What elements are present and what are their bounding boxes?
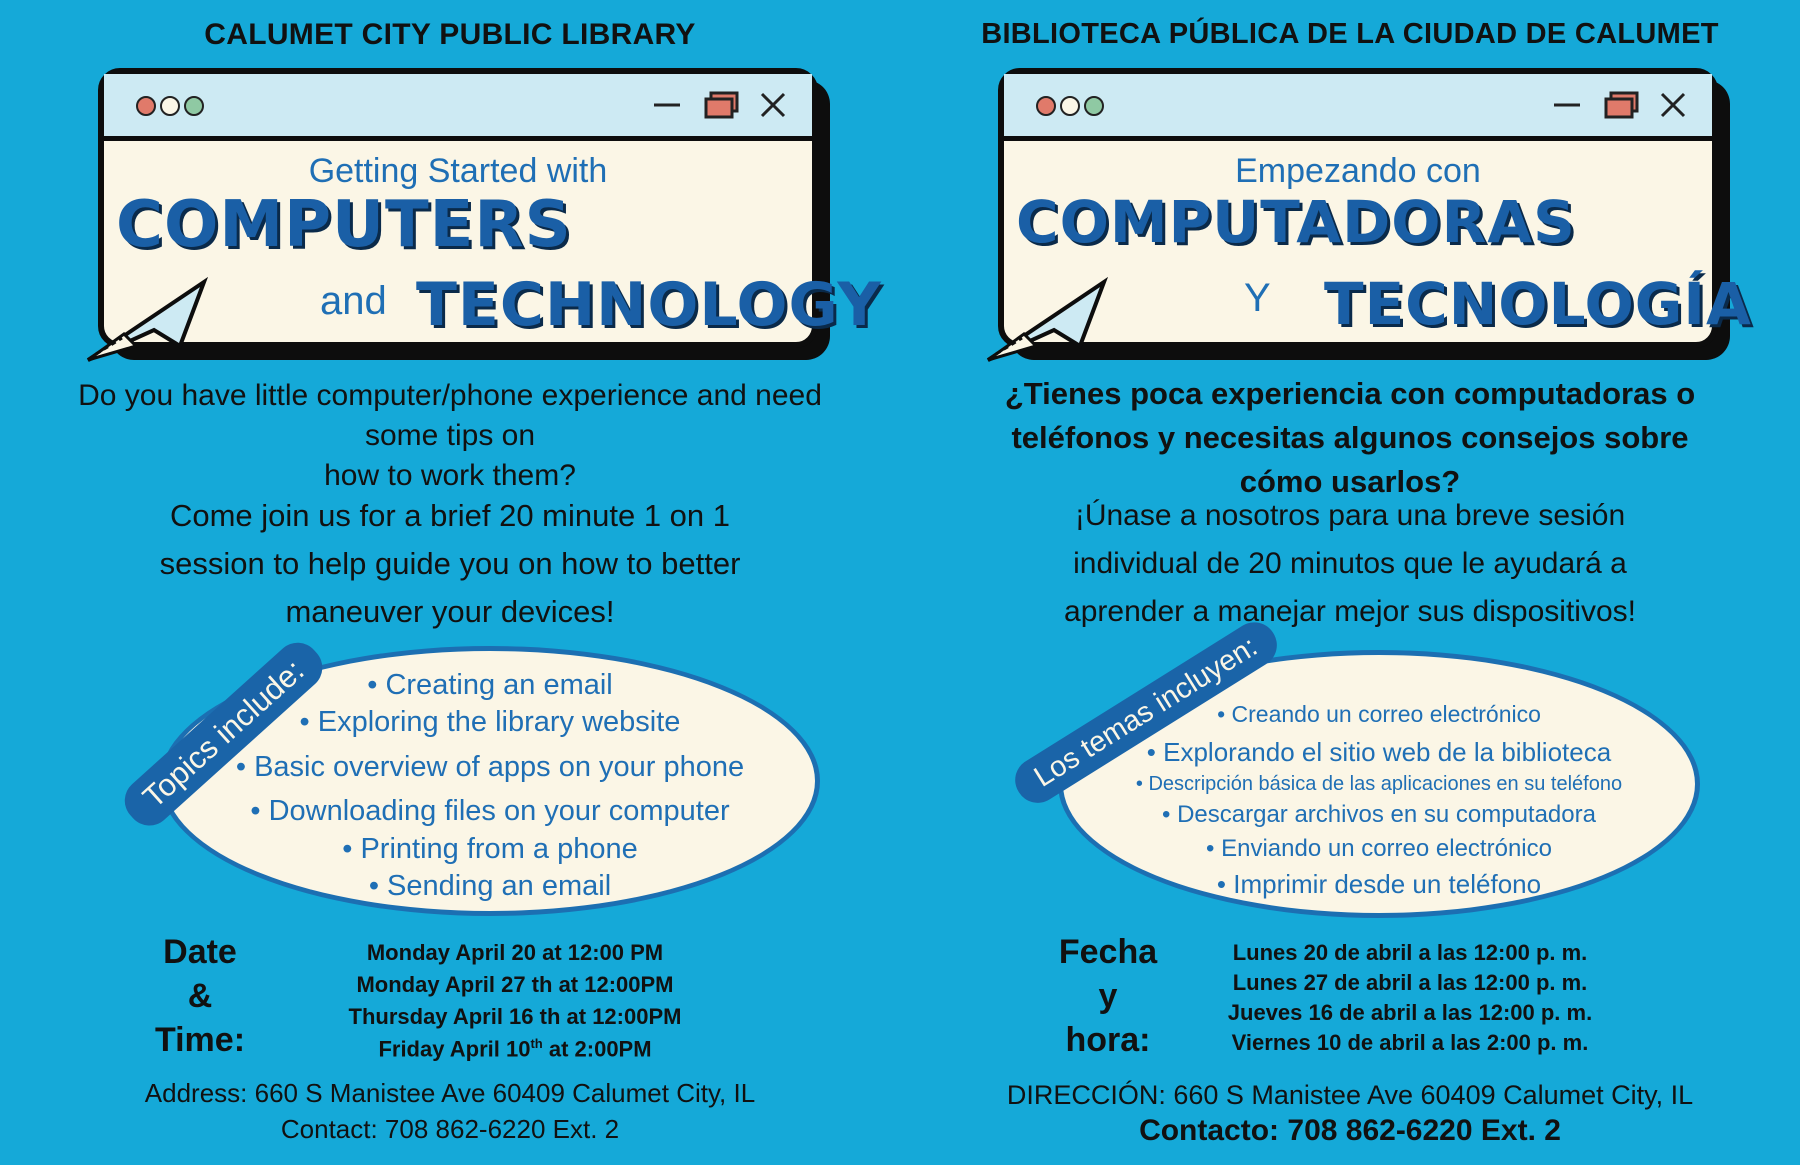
session-date: Monday April 20 at 12:00 PM (366, 940, 664, 965)
headline-technology: TECHNOLOGY (416, 270, 882, 340)
headline-y: Y (1244, 276, 1271, 320)
topics-label: Los temas incluyen: (1007, 614, 1286, 811)
window-title-bar (104, 74, 812, 141)
headline-computadoras: COMPUTADORAS (1016, 188, 1576, 256)
subtitle: Getting Started with (308, 152, 608, 190)
date-time-label: Fecha y hora: (1058, 933, 1158, 1059)
topic-item: • Explorando el sitio web de la biblioteca (1146, 737, 1612, 767)
mouse-cursor-icon (84, 276, 214, 366)
headline-computers: COMPUTERS (116, 188, 572, 262)
minimize-dot-icon (1060, 96, 1080, 116)
invitation-text: ¡Únase a nosotros para una breve sesión individual de 20 minutos que le ayudará a aprender a manejar mejor sus dispositivos! (1064, 499, 1636, 628)
session-date: Jueves 16 de abril a las 12:00 p. m. (1227, 1000, 1593, 1025)
topic-item: • Enviando un correo electrónico (1206, 835, 1552, 862)
library-name: BIBLIOTECA PÚBLICA DE LA CIUDAD DE CALUMET (981, 18, 1719, 50)
subtitle: Empezando con (1235, 152, 1481, 190)
mouse-cursor-icon (984, 276, 1114, 366)
close-icon (758, 90, 788, 120)
address: DIRECCIÓN: 660 S Manistee Ave 60409 Calumet City, IL (1006, 1080, 1694, 1110)
session-date: Lunes 27 de abril a las 12:00 p. m. (1232, 970, 1588, 995)
contact: Contact: 708 862-6220 Ext. 2 (280, 1114, 620, 1144)
topic-item: • Creating an email (367, 669, 613, 701)
topic-item: • Printing from a phone (342, 833, 638, 865)
address: Address: 660 S Manistee Ave 60409 Calumet City, IL (144, 1078, 756, 1108)
topic-item: • Downloading files on your computer (250, 795, 730, 827)
library-name: CALUMET CITY PUBLIC LIBRARY (204, 18, 696, 51)
minimize-icon (1552, 90, 1582, 120)
spanish-flyer (900, 0, 1800, 1165)
session-date: Thursday April 16 th at 12:00PM (348, 1004, 682, 1029)
headline-and: and (320, 279, 387, 323)
date-time-label: Date & Time: (154, 933, 246, 1059)
close-dot-icon (1036, 96, 1056, 116)
close-dot-icon (136, 96, 156, 116)
topic-item: • Descargar archivos en su computadora (1162, 801, 1596, 828)
window-title-bar (1004, 74, 1712, 141)
question-text: ¿Tienes poca experiencia con computadoras o teléfonos y necesitas algunos consejos sobre cómo usarlos? (1004, 376, 1696, 499)
maximize-icon (704, 90, 740, 120)
session-date: Monday April 27 th at 12:00PM (356, 972, 674, 997)
maximize-icon (1604, 90, 1640, 120)
topic-item: • Sending an email (368, 870, 612, 902)
minimize-icon (652, 90, 682, 120)
topic-item: • Descripción básica de las aplicaciones en su teléfono (1135, 773, 1623, 795)
maximize-dot-icon (1084, 96, 1104, 116)
question-text: Do you have little computer/phone experience and need some tips on how to work them? (78, 379, 822, 492)
topic-item: • Exploring the library website (299, 706, 681, 738)
headline-tecnologia: TECNOLOGÍA (1324, 270, 1752, 338)
session-date: Lunes 20 de abril a las 12:00 p. m. (1232, 940, 1588, 965)
minimize-dot-icon (160, 96, 180, 116)
session-date: Friday April 10th at 2:00PM (378, 1036, 652, 1062)
invitation-text: Come join us for a brief 20 minute 1 on 1 session to help guide you on how to better maneuver your devices! (159, 498, 741, 629)
topic-item: • Basic overview of apps on your phone (235, 751, 745, 783)
contact: Contacto: 708 862-6220 Ext. 2 (1139, 1114, 1561, 1147)
close-icon (1658, 90, 1688, 120)
topic-item: • Imprimir desde un teléfono (1216, 869, 1542, 899)
maximize-dot-icon (184, 96, 204, 116)
topic-item: • Creando un correo electrónico (1217, 701, 1541, 727)
topics-label: Topics include: (116, 633, 332, 834)
session-date: Viernes 10 de abril a las 2:00 p. m. (1231, 1030, 1589, 1055)
